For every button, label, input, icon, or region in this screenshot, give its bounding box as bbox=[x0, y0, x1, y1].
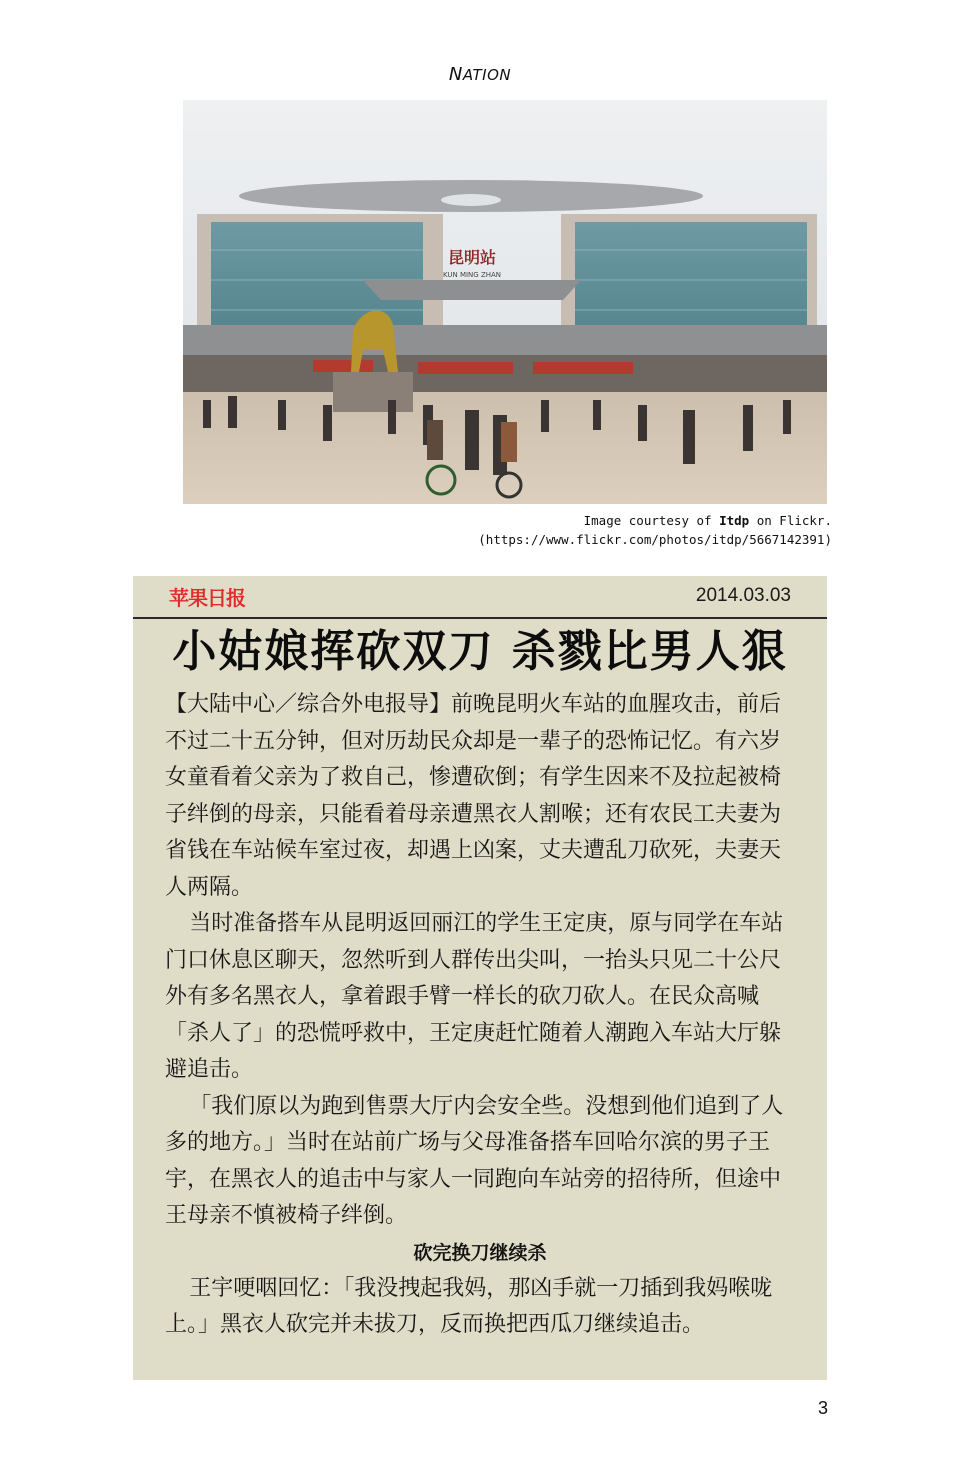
credit-line: Image courtesy of Itdp on Flickr. bbox=[583, 513, 832, 528]
section-header-initial: N bbox=[448, 64, 463, 85]
paragraph-4: 王宇哽咽回忆：「我没拽起我妈，那凶手就一刀插到我妈喉咙上。」黑衣人砍完并未拔刀，反而换把西瓜刀继续追击。 bbox=[165, 1275, 773, 1337]
section-header bbox=[0, 64, 960, 85]
page-number: 3 bbox=[818, 1398, 829, 1418]
credit-author: Itdp bbox=[719, 513, 750, 528]
station-sign-pinyin: KUN MING ZHAN bbox=[442, 271, 502, 279]
paragraph-3: 「我们原以为跑到售票大厅内会安全些。没想到他们追到了人多的地方。」当时在站前广场与父母准备搭车回哈尔滨的男子王宇，在黑衣人的追击中与家人一同跑向车站旁的招待所，但途中王母亲不慎被椅子绊倒。 bbox=[165, 1093, 784, 1228]
section-header-rest: ATION bbox=[462, 66, 512, 84]
publication-date: 2014.03.03 bbox=[695, 585, 791, 606]
station-photo bbox=[183, 100, 827, 504]
news-clipping bbox=[133, 576, 827, 1380]
article-headline: 小姑娘挥砍双刀 杀戮比男人狠 bbox=[172, 626, 788, 677]
paragraph-1: 【大陆中心／综合外电报导】前晚昆明火车站的血腥攻击，前后不过二十五分钟，但对历劫民众却是一辈子的恐怖记忆。有六岁女童看着父亲为了救自己，惨遭砍倒；有学生因来不及拉起被椅子绊倒的母亲，只能看着母亲遭黑衣人割喉；还有农民工夫妻为省钱在车站候车室过夜，却遇上凶案，丈夫遭乱刀砍死，夫妻天人两隔。 bbox=[165, 692, 782, 900]
article-subhead: 砍完换刀继续杀 bbox=[413, 1241, 547, 1264]
newspaper-name: 苹果日报 bbox=[169, 586, 245, 610]
credit-url: (https://www.flickr.com/photos/itdp/5667142391) bbox=[478, 532, 832, 547]
masthead bbox=[133, 576, 827, 619]
station-sign: 昆明站 bbox=[447, 248, 497, 267]
article-body bbox=[133, 687, 827, 1344]
paragraph-2: 当时准备搭车从昆明返回丽江的学生王定庚，原与同学在车站门口休息区聊天，忽然听到人群传出尖叫，一抬头只见二十公尺外有多名黑衣人，拿着跟手臂一样长的砍刀砍人。在民众高喊「杀人了」的恐慌呼救中，王定庚赶忙随着人潮跑入车站大厅躲避追击。 bbox=[165, 911, 784, 1082]
image-credit bbox=[478, 511, 832, 549]
